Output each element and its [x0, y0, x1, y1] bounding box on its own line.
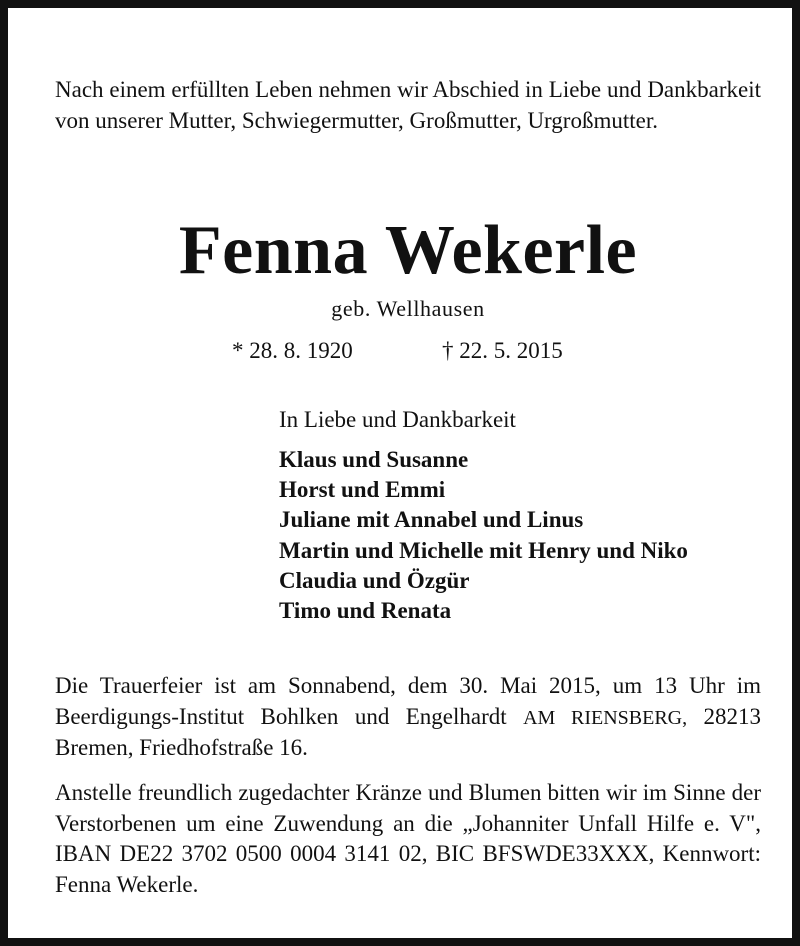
donation-paragraph: Anstelle freundlich zugedachter Kränze und Blumen bitten wir im Sinne der Verstorbenen um eine Zuwendung an die „Johanniter Unfall Hilfe e. V", IBAN DE22 3702 0500 0004 3141 02, BIC BFSWDE33XXX, Kennwort: Fenna Wekerle.	[55, 780, 761, 897]
mourner-item: Timo und Renata	[279, 598, 452, 624]
service-paragraph	[55, 671, 761, 764]
mourner-item: Juliane mit Annabel und Linus	[279, 507, 584, 533]
mourners-list	[279, 445, 688, 626]
service-place: AM RIENSBERG,	[523, 706, 688, 729]
closing-phrase: In Liebe und Dankbarkeit	[279, 407, 516, 432]
service-address: 28213 Bremen, Friedhofstraße 16.	[55, 703, 762, 760]
service-text: Die Trauerfeier ist am Sonnabend, dem 30. Mai 2015, um 13 Uhr im Beerdigungs-Institut Bohlken und Engelhardt	[55, 673, 761, 729]
mourner-item: Martin und Michelle mit Henry und Niko	[279, 537, 688, 563]
intro-paragraph: Nach einem erfüllten Leben nehmen wir Abschied in Liebe und Dankbarkeit von unserer Mutter, Schwiegermutter, Großmutter, Urgroßmutter.	[55, 77, 761, 133]
mourner-item: Claudia und Özgür	[279, 567, 470, 593]
deceased-name: Fenna Wekerle	[178, 212, 638, 289]
death-date: † 22. 5. 2015	[442, 338, 563, 363]
mourner-item: Horst und Emmi	[279, 477, 446, 503]
birth-date: * 28. 8. 1920	[232, 338, 353, 363]
mourner-item: Klaus und Susanne	[279, 447, 469, 472]
maiden-name: geb. Wellhausen	[331, 296, 485, 321]
